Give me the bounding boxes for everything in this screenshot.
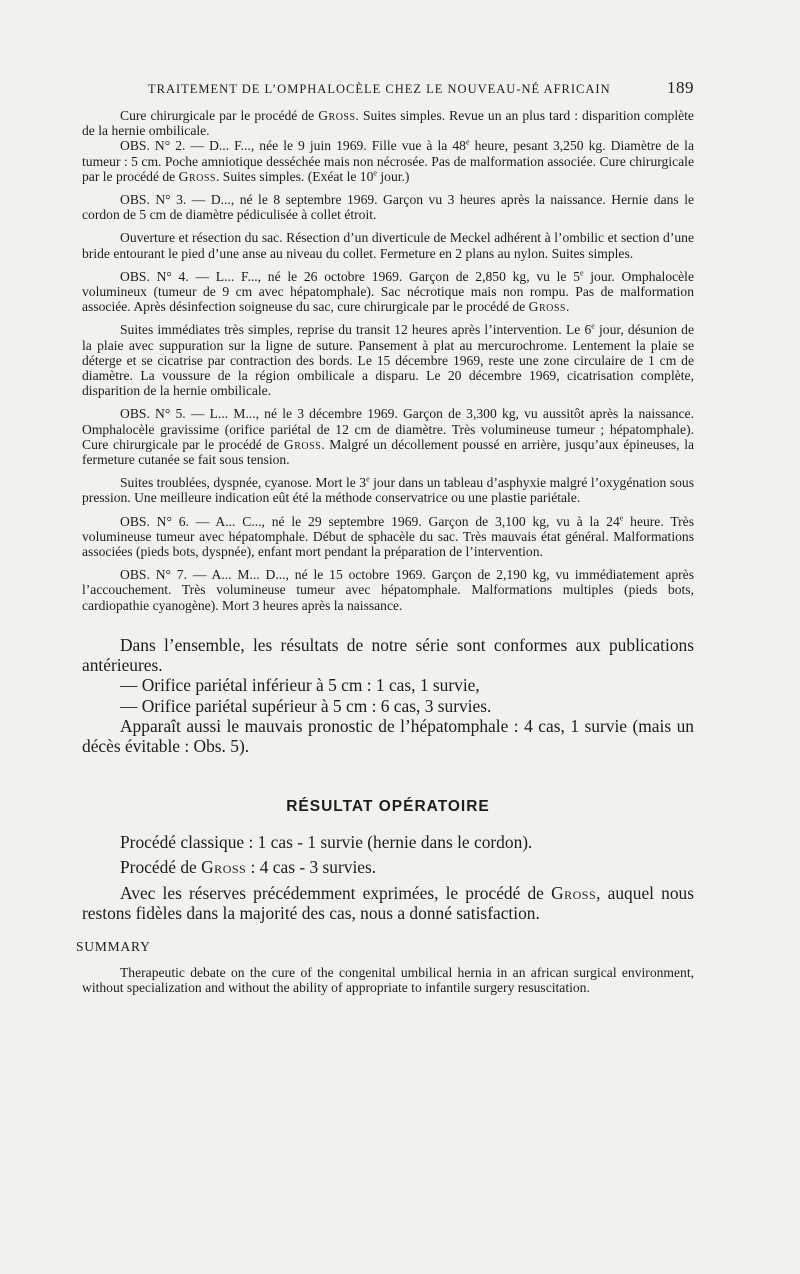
page-number: 189	[667, 78, 694, 97]
conclusion-para-2: Apparaît aussi le mauvais pronostic de l’hépatomphale : 4 cas, 1 survie (mais un décès évitable : Obs. 5).	[82, 715, 694, 756]
observations	[82, 108, 694, 613]
page	[76, 78, 695, 996]
obs-5-cont: Suites troublées, dyspnée, cyanose. Mort le 3e jour dans un tableau d’asphyxie malgré l’oxygénation sous pression. Une meilleure indication eût été la méthode conservatrice ou une plastie pariétale.	[82, 474, 694, 506]
result-para: Avec les réserves précédemment exprimées, le procédé de Gross, auquel nous restons fidèles dans la majorité des cas, nous a donné satisfaction.	[82, 882, 694, 923]
running-head-title: TRAITEMENT DE L’OMPHALOCÈLE CHEZ LE NOUVEAU-NÉ AFRICAIN	[148, 82, 611, 96]
summary	[82, 965, 694, 995]
obs-3-cont: Ouverture et résection du sac. Résection d’un diverticule de Meckel adhérent à l’ombilic et section d’une bride entourant le pied d’une anse au niveau du collet. Fermeture en 2 plans au nylon. Suites simples.	[82, 230, 694, 261]
result-line-2: Procédé de Gross : 4 cas - 3 survies.	[120, 857, 377, 878]
obs-6: OBS. N° 6. — A... C..., né le 29 septembre 1969. Garçon de 3,100 kg, vu à la 24e heure. Très volumineuse tumeur avec hépatomphale. Début de sphacèle du sac. Très mauvais état général. Malformations associées (pieds bots, dyspnée), enfant mort pendant la préparation de l’intervention.	[82, 513, 694, 560]
result-line-1: Procédé classique : 1 cas - 1 survie (hernie dans le cordon).	[120, 832, 533, 853]
conclusion	[82, 635, 694, 756]
obs-5: OBS. N° 5. — L... M..., né le 3 décembre 1969. Garçon de 3,300 kg, vu aussitôt après la naissance. Omphalocèle gravissime (orifice pariétal de 12 cm de diamètre. Très volumineuse tumeur ; hépatomphale). Cure chirurgicale par le procédé de Gross. Malgré un décollement poussé en arrière, jusqu’aux épineuses, la fermeture cutanée se fait sous tension.	[82, 406, 695, 468]
conclusion-line-2: — Orifice pariétal supérieur à 5 cm : 6 cas, 3 survies.	[120, 695, 492, 716]
conclusion-line-1: — Orifice pariétal inférieur à 5 cm : 1 cas, 1 survie,	[120, 675, 480, 696]
section-title: RÉSULTAT OPÉRATOIRE	[286, 798, 490, 816]
obs-3: OBS. N° 3. — D..., né le 8 septembre 1969. Garçon vu 3 heures après la naissance. Hernie dans le cordon de 5 cm de diamètre pédiculisée à collet étroit.	[82, 192, 694, 223]
summary-text: Therapeutic debate on the cure of the congenital umbilical hernia in an african surgical environment, without specialization and without the ability of appropriate to infantile surgery resuscitation.	[82, 964, 694, 996]
summary-heading: SUMMARY	[76, 938, 151, 954]
running-head	[148, 78, 694, 108]
conclusion-para: Dans l’ensemble, les résultats de notre série sont conformes aux publications antérieures.	[82, 634, 694, 676]
obs-2: OBS. N° 2. — D... F..., née le 9 juin 1969. Fille vue à la 48e heure, pesant 3,250 kg. Diamètre de la tumeur : 5 cm. Poche amniotique desséchée mais non nécrosée. Pas de malformation associée. Cure chirurgicale par le procédé de Gross. Suites simples. (Exéat le 10e jour.)	[82, 137, 694, 184]
obs-7: OBS. N° 7. — A... M... D..., né le 15 octobre 1969. Garçon de 2,190 kg, vu immédiatement après l’accouchement. Très volumineuse tumeur avec hépatomphale. Malformations multiples (pieds bots, cardiopathie cyanogène). Mort 3 heures après la naissance.	[82, 567, 694, 613]
obs-4: OBS. N° 4. — L... F..., né le 26 octobre 1969. Garçon de 2,850 kg, vu le 5e jour. Omphalocèle volumineux (tumeur de 9 cm avec hépatomphale). Sac nécrotique mais non rompu. Pas de malformation associée. Après désinfection soigneuse du sac, cure chirurgicale par le procédé de Gross.	[82, 268, 694, 315]
obs-4-cont: Suites immédiates très simples, reprise du transit 12 heures après l’intervention. Le 6e jour, désunion de la plaie avec suppuration sur la ligne de suture. Pansement à plat au mercurochrome. Lentement la plaie se déterge et se cicatrise par contraction des bords. Le 15 décembre 1969, reste une zone circulaire de 1 cm de diamètre. La voussure de la région ombilicale a disparu. Le 20 décembre 1969, cicatrisation complète, disparition de la hernie ombilicale.	[82, 321, 694, 399]
obs-1-end: Cure chirurgicale par le procédé de Gross. Suites simples. Revue un an plus tard : disparition complète de la hernie ombilicale.	[82, 108, 694, 139]
result	[82, 832, 694, 923]
